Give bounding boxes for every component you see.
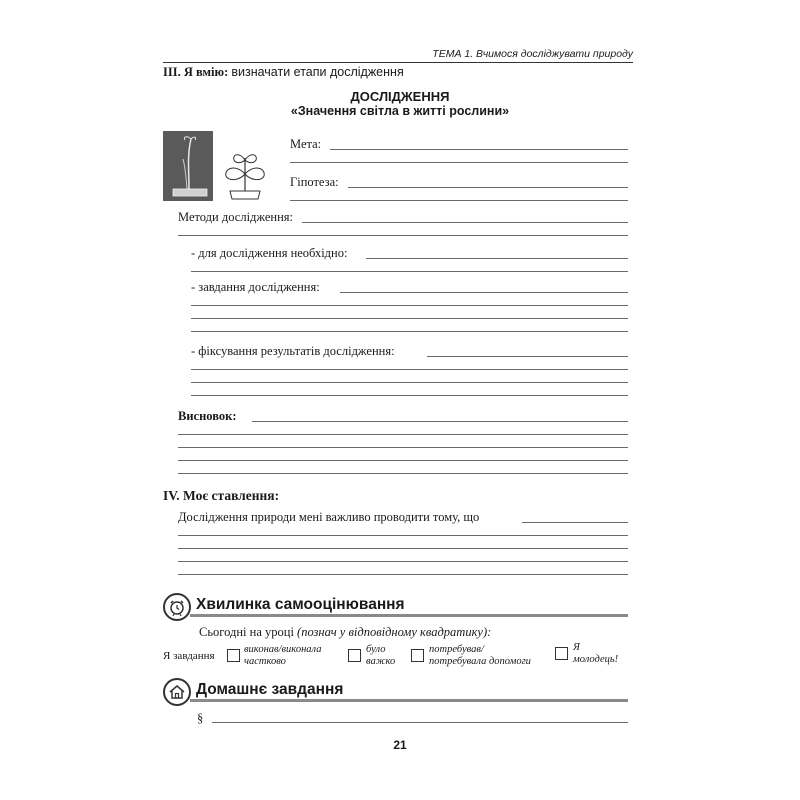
conclusion-line-5[interactable]	[178, 473, 628, 474]
homework-line[interactable]	[212, 722, 628, 723]
section3-line	[163, 65, 404, 80]
house-icon	[163, 678, 191, 706]
conclusion-line-4[interactable]	[178, 460, 628, 461]
dark-plant-image	[163, 131, 213, 201]
methods-line-1[interactable]	[302, 222, 628, 223]
recording-line-2[interactable]	[191, 369, 628, 370]
alarm-clock-icon	[163, 593, 191, 621]
checkbox-partially[interactable]	[227, 649, 240, 662]
option-partially	[244, 644, 322, 668]
research-title: ДОСЛІДЖЕННЯ	[350, 89, 450, 104]
tasks-label: - завдання дослідження:	[191, 280, 320, 294]
header-rule	[163, 62, 633, 63]
header-topic: ТЕМА 1. Вчимося досліджувати природу	[432, 48, 633, 60]
needed-line-2[interactable]	[191, 271, 628, 272]
tasks-line-1[interactable]	[340, 292, 628, 293]
homework-title: Домашнє завдання	[196, 681, 344, 698]
option-well-done	[573, 642, 618, 666]
conclusion-line-1[interactable]	[252, 421, 628, 422]
tasks-line-4[interactable]	[191, 331, 628, 332]
methods-label: Методи дослідження:	[178, 210, 294, 224]
needed-line-1[interactable]	[366, 258, 628, 259]
recording-line-3[interactable]	[191, 382, 628, 383]
section4-text: Дослідження природи мені важливо проводити тому, що	[178, 510, 480, 524]
prompt-hint: (познач у відповідному квадратику):	[297, 625, 492, 639]
attitude-line-4[interactable]	[178, 561, 628, 562]
option-hard	[366, 644, 395, 668]
goal-label: Мета:	[290, 137, 322, 151]
self-assessment-title: Хвилинка самооцінювання	[196, 596, 405, 613]
goal-line-2[interactable]	[290, 162, 628, 163]
checkbox-hard[interactable]	[348, 649, 361, 662]
methods-line-2[interactable]	[178, 235, 628, 236]
paragraph-sign: §	[197, 711, 204, 725]
option-partially-line2: частково	[244, 656, 286, 667]
option-hard-line2: важко	[366, 656, 396, 667]
light-plant-image	[216, 146, 274, 201]
row-label: Я завдання	[163, 650, 215, 662]
attitude-line-3[interactable]	[178, 548, 628, 549]
prompt-start: Сьогодні на уроці	[199, 625, 294, 639]
section3-label: ІІІ. Я вмію:	[163, 65, 229, 79]
self-assessment-prompt	[199, 625, 491, 640]
conclusion-label: Висновок:	[178, 409, 237, 423]
section4-label: IV. Моє ставлення:	[163, 488, 280, 503]
tasks-line-2[interactable]	[191, 305, 628, 306]
option-hard-line1: було	[366, 644, 386, 655]
recording-line-4[interactable]	[191, 395, 628, 396]
conclusion-line-2[interactable]	[178, 434, 628, 435]
option-well-done-line1: Я	[573, 642, 580, 653]
research-subtitle: «Значення світла в житті рослини»	[290, 104, 510, 118]
self-assessment-bar	[190, 614, 628, 617]
checkbox-needed-help[interactable]	[411, 649, 424, 662]
attitude-line-2[interactable]	[178, 535, 628, 536]
hypothesis-label: Гіпотеза:	[290, 175, 339, 189]
page-number: 21	[393, 738, 407, 752]
option-needed-help-line1: потребував/	[429, 644, 484, 655]
option-needed-help	[429, 644, 531, 668]
tasks-line-3[interactable]	[191, 318, 628, 319]
attitude-line-5[interactable]	[178, 574, 628, 575]
recording-label: - фіксування результатів дослідження:	[191, 344, 395, 358]
option-partially-line1: виконав/виконала	[244, 644, 322, 655]
checkbox-well-done[interactable]	[555, 647, 568, 660]
attitude-line-1[interactable]	[522, 522, 628, 523]
option-well-done-line2: молодець!	[573, 654, 619, 665]
recording-line-1[interactable]	[427, 356, 628, 357]
goal-line-1[interactable]	[330, 149, 628, 150]
hypothesis-line-2[interactable]	[290, 200, 628, 201]
needed-label: - для дослідження необхідно:	[191, 246, 348, 260]
hypothesis-line-1[interactable]	[348, 187, 628, 188]
section3-text: визначати етапи дослідження	[231, 65, 404, 79]
homework-bar	[190, 699, 628, 702]
conclusion-line-3[interactable]	[178, 447, 628, 448]
option-needed-help-line2: потребувала допомоги	[429, 656, 531, 667]
